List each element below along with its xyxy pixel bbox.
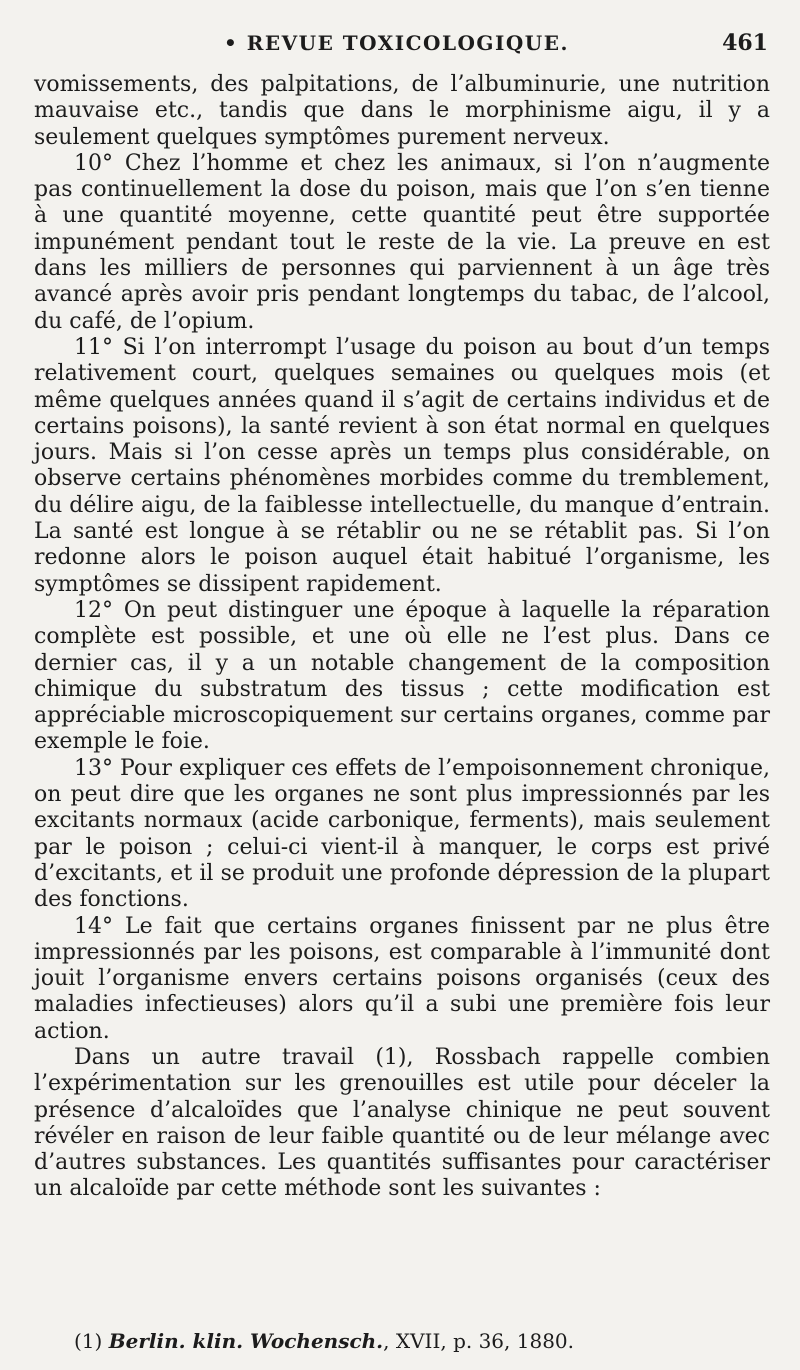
paragraph: 11° Si l’on interrompt l’usage du poison au bout d’un temps relativement court, quelques semaines ou quelques mois (et même quelques années quand il s’agit de certains individus et de certains poisons), la santé revient à son état normal en quelques jours. Mais si l’on cesse après un temps plus considérable, on observe certains phénomènes morbides comme du tremblement, du délire aigu, de la faiblesse intellectuelle, du manque d’entrain. La santé est longue à se rétablir ou ne se rétablit pas. Si l’on redonne alors le poison auquel était habitué l’organisme, les symptômes se dissipent rapidement. bbox=[34, 334, 770, 597]
paragraph: 10° Chez l’homme et chez les animaux, si l’on n’augmente pas continuellement la dose du poison, mais que l’on s’en tienne à une quantité moyenne, cette quantité peut être supportée impunément pendant tout le reste de la vie. La preuve en est dans les milliers de personnes qui parviennent à un âge très avancé après avoir pris pendant longtemps du tabac, de l’alcool, du café, de l’opium. bbox=[34, 150, 770, 334]
paragraph: 12° On peut distinguer une époque à laquelle la réparation complète est possible, et une où elle ne l’est plus. Dans ce dernier cas, il y a un notable changement de la composition chimique du substratum des tissus ; cette modification est appréciable microscopiquement sur certains organes, comme par exemple le foie. bbox=[34, 597, 770, 755]
running-title: • REVUE TOXICOLOGIQUE. bbox=[224, 31, 569, 55]
page-number: 461 bbox=[722, 30, 768, 56]
footnote-journal-title: Berlin. klin. Wochensch. bbox=[108, 1329, 384, 1353]
paragraph: 14° Le fait que certains organes finissent par ne plus être impressionnés par les poisons, est comparable à l’immunité dont jouit l’organisme envers certains poisons organisés (ceux des maladies infectieuses) alors qu’il a subi une première fois leur action. bbox=[34, 913, 770, 1044]
paragraph: Dans un autre travail (1), Rossbach rappelle combien l’expérimentation sur les grenouilles est utile pour déceler la présence d’alcaloïdes que l’analyse chinique ne peut souvent révéler en raison de leur faible quantité ou de leur mélange avec d’autres substances. Les quantités suffisantes pour caractériser un alcaloïde par cette méthode sont les suivantes : bbox=[34, 1044, 770, 1202]
body-text bbox=[34, 72, 770, 1203]
paragraph: vomissements, des palpitations, de l’albuminurie, une nutrition mauvaise etc., tandis que dans le morphinisme aigu, il y a seulement quelques symptômes purement nerveux. bbox=[34, 72, 770, 150]
page-header bbox=[34, 30, 770, 72]
footnote bbox=[74, 1328, 770, 1354]
footnote-marker: (1) bbox=[74, 1329, 103, 1353]
footnote-reference: , XVII, p. 36, 1880. bbox=[383, 1329, 575, 1353]
paragraph: 13° Pour expliquer ces effets de l’empoisonnement chronique, on peut dire que les organes ne sont plus impressionnés par les excitants normaux (acide carbonique, ferments), mais seulement par le poison ; celui-ci vient-il à manquer, le corps est privé d’excitants, et il se produit une profonde dépression de la plupart des fonctions. bbox=[34, 755, 770, 913]
